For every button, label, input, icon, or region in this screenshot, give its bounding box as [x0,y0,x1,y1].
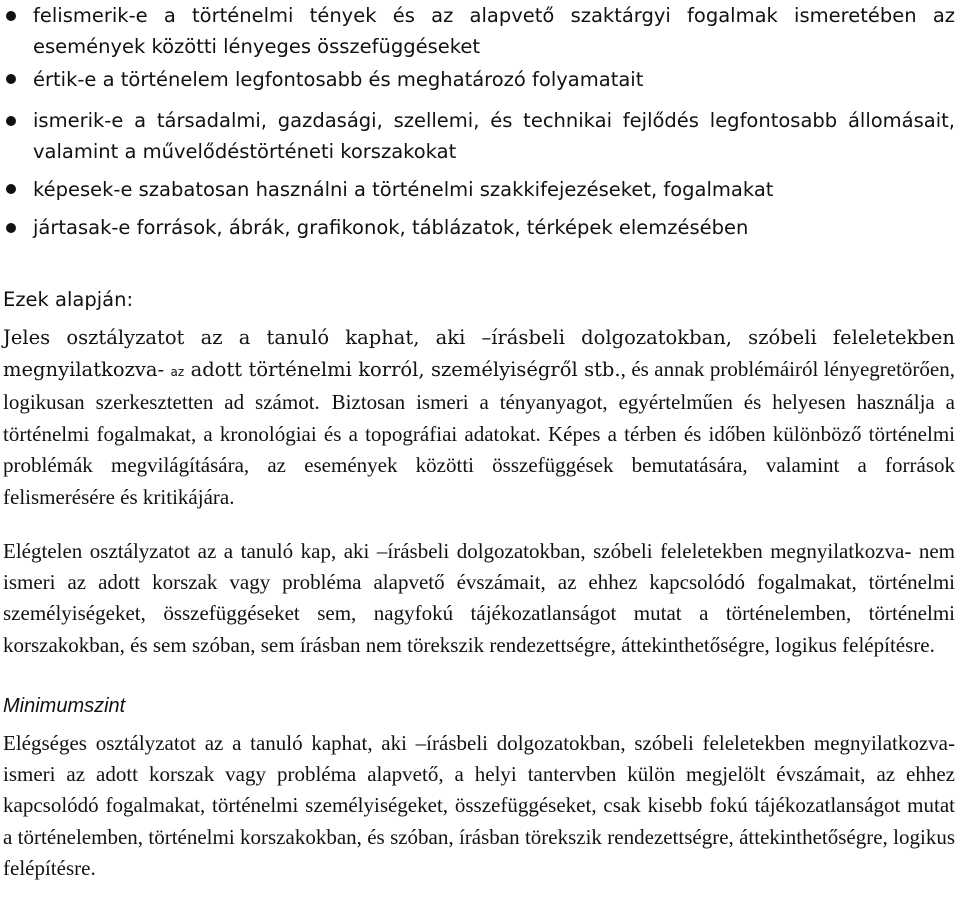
jeles-text-4: Biztosan ismeri a tényanyagot, egyértelműen és helyesen használja a történelmi fogalmakat, a kronológiai és a topográfiai adatokat. Képes a térben és időben különböző történelmi problémák megvilágítására, az események közötti összefüggések bemutatására, valamint a források felismerésére és kritikájára. [3,390,955,509]
bullet-icon [6,223,16,233]
bullet-icon [6,116,16,126]
list-item-text: képesek-e szabatosan használni a történelmi szakkifejezéseket, fogalmakat [33,178,774,201]
jeles-text-1: Jeles osztályzatot az a tanuló kaphat, aki –írásbeli dolgozatokban, szóbeli feleletekben megnyilatkozva- [3,326,955,381]
list-item-text: ismerik-e a társadalmi, gazdasági, szellemi, és technikai fejlődés legfontosabb állomásait, valamint a művelődéstörténeti korszakokat [33,109,955,163]
bullet-icon [6,184,16,194]
bullet-icon [6,74,16,84]
bullet-icon [6,11,16,21]
list-item-text: értik-e a történelem legfontosabb és meghatározó folyamatait [33,68,644,91]
jeles-paragraph [3,323,955,513]
intro-text: Ezek alapján: [3,288,134,311]
jeles-text-3: , és annak problémáiról lényegretörően, logikusan szerkesztetten ad számot. [3,356,955,414]
elegseges-paragraph: Elégséges osztályzatot az a tanuló kaphat, aki –írásbeli dolgozatokban, szóbeli feleletekben megnyilatkozva- ismeri az adott korszak vagy probléma alapvető, a helyi tantervben külön megjelölt évszámait, az ehhez kapcsolódó fogalmakat, történelmi személyiségeket, összefüggéseket, csak kisebb fokú tájékozatlanságot mutat a történelemben, történelmi korszakokban, és szóban, írásban törekszik rendezettségre, áttekinthetőségre, logikus felépítésre. [3,731,955,880]
list-item-text: felismerik-e a történelmi tények és az alapvető szaktárgyi fogalmak ismeretében az események közötti lényeges összefüggéseket [33,4,955,58]
jeles-text-2: adott történelmi korról, személyiségről stb. [190,357,621,381]
list-item-text: jártasak-e források, ábrák, grafikonok, táblázatok, térképek elemzésében [33,216,749,239]
elegtelen-paragraph: Elégtelen osztályzatot az a tanuló kap, aki –írásbeli dolgozatokban, szóbeli feleletekben megnyilatkozva- nem ismeri az adott korszak vagy probléma alapvető évszámait, az ehhez kapcsolódó fogalmakat, történelmi személyiségeket, összefüggéseket sem, nagyfokú tájékozatlanságot mutat a történelemben, történelmi korszakokban, és sem szóban, sem írásban nem törekszik rendezettségre, áttekinthetőségre, logikus felépítésre. [3,539,955,657]
section-heading: Minimumszint [3,695,126,717]
jeles-text-small: az [170,364,185,379]
